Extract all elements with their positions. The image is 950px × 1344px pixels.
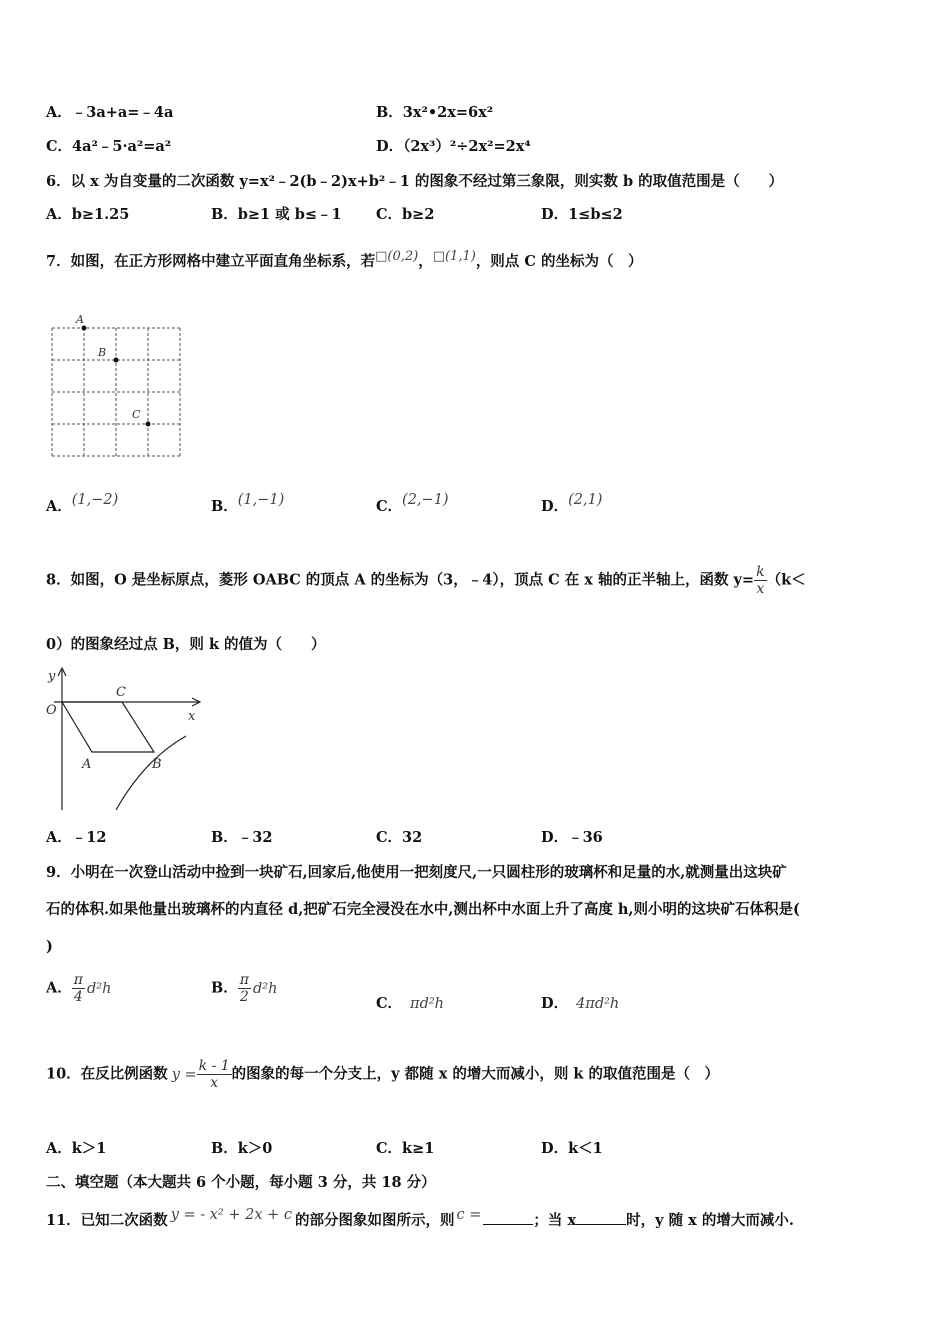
q9-option-b-label: B． [211, 979, 238, 997]
q7-stem-tail: ，则点 C 的坐标为（ ） [475, 253, 643, 270]
q6-option-b: B．b≥1 或 b≤﹣1 [211, 206, 342, 223]
q9-option-a-fraction [72, 972, 85, 1005]
q9-stem-line1: 9．小明在一次登山活动中捡到一块矿石,回家后,他使用一把刻度尺,一只圆柱形的玻璃杯和足量的水,就测量出这块矿 [46, 864, 787, 881]
q7-option-c-label: C． [376, 498, 403, 515]
q7-option-a [46, 492, 119, 516]
q9-option-a [46, 972, 111, 1005]
q9-option-c-label: C． [376, 995, 403, 1012]
q8-label-o: O [46, 703, 57, 718]
q11-function: y = - x² + 2x + c [170, 1207, 293, 1223]
q7-stem-text: 7．如图，在正方形网格中建立平面直角坐标系，若 [46, 253, 376, 270]
q10-stem-text: 10．在反比例函数 [46, 1065, 168, 1083]
q10-stem-tail: 的图象的每一个分支上，y 都随 x 的增大而减小，则 k 的取值范围是（ ） [231, 1065, 720, 1083]
q9-option-b [211, 972, 277, 1005]
q8-label-c: C [116, 685, 126, 700]
q11-blank-x[interactable] [576, 1210, 626, 1225]
q5-option-a: A．﹣3a+a=﹣4a [46, 104, 174, 121]
q9-option-d [541, 995, 619, 1013]
q7-label-c: C [132, 408, 141, 421]
q11-stem-mid2: ；当 x [533, 1212, 577, 1229]
q8-stem-text: 8．如图，O 是坐标原点，菱形 OABC 的顶点 A 的坐标为（3，﹣4），顶点 C 在 x 轴的正半轴上，函数 y= [46, 571, 755, 589]
q7-option-c-value: (2,−1) [402, 492, 449, 508]
q9-option-b-tail: d²h [252, 980, 278, 997]
q9-option-a-tail: d²h [86, 980, 112, 997]
q9-option-c-value: πd²h [410, 996, 445, 1012]
section2-title: 二、填空题（本大题共 6 个小题，每小题 3 分，共 18 分） [46, 1174, 436, 1191]
q7-point-c [146, 422, 151, 427]
q6-option-c: C．b≥2 [376, 206, 435, 223]
q7-grid-lines [52, 328, 180, 456]
q8-stem-tail: （k＜ [766, 571, 806, 589]
q10-frac-num: k - 1 [198, 1058, 230, 1074]
q10-option-b: B．k＞0 [211, 1140, 273, 1157]
q8-fraction [754, 564, 766, 597]
q8-stem [46, 564, 806, 597]
q11-stem-text: 11．已知二次函数 [46, 1212, 168, 1229]
q9-option-c [376, 995, 444, 1013]
q6-stem: 6．以 x 为自变量的二次函数 y=x²﹣2(b﹣2)x+b²﹣1 的图象不经过第三象限，则实数 b 的取值范围是（ ） [46, 173, 784, 190]
q7-option-b [211, 492, 285, 516]
q7-option-c [376, 492, 449, 516]
q8-frac-num: k [756, 564, 765, 580]
q9-option-a-num: π [73, 972, 83, 988]
q7-option-d-label: D． [541, 498, 569, 515]
q7-point-b [114, 358, 119, 363]
q7-math-a: □(0,2) [375, 249, 419, 264]
q7-math-b: □(1,1) [432, 249, 476, 264]
q8-option-b: B．﹣32 [211, 829, 273, 846]
q9-option-d-value: 4πd²h [576, 996, 620, 1012]
q11-stem-mid: 的部分图象如图所示，则 [295, 1212, 455, 1229]
q7-sep: ， [418, 253, 433, 270]
q5-option-d: D．（2x³）²÷2x²=2x⁴ [376, 138, 531, 155]
q8-figure [44, 664, 204, 814]
q10-fraction [197, 1058, 232, 1091]
q9-option-d-label: D． [541, 995, 569, 1012]
q10-option-d: D．k＜1 [541, 1140, 603, 1157]
q5-option-c: C．4a²﹣5·a²=a² [46, 138, 172, 155]
q8-label-y: y [48, 669, 56, 684]
q9-stem-line3: ) [46, 938, 53, 955]
q7-option-a-value: (1,−2) [71, 492, 119, 508]
q8-option-d: D．﹣36 [541, 829, 603, 846]
q11-c-eq: c = [456, 1207, 482, 1223]
q5-option-b: B．3x²•2x=6x² [376, 104, 494, 121]
q7-label-b: B [98, 346, 107, 359]
q10-frac-den: x [210, 1075, 219, 1092]
q10-option-a: A．k＞1 [46, 1140, 107, 1157]
q10-stem [46, 1058, 719, 1091]
q8-rhombus [62, 702, 154, 752]
q9-option-a-label: A． [46, 979, 72, 997]
q7-option-d-value: (2,1) [568, 492, 603, 508]
q8-label-a: A [82, 757, 92, 772]
q10-option-c: C．k≥1 [376, 1140, 435, 1157]
q7-option-b-label: B． [211, 498, 238, 515]
q7-grid-figure [44, 310, 189, 465]
q9-option-b-num: π [239, 972, 249, 988]
q6-option-a: A．b≥1.25 [46, 206, 130, 223]
q7-point-a [82, 326, 87, 331]
q8-stem-line2: 0）的图象经过点 B，则 k 的值为（ ） [46, 636, 326, 653]
q7-option-b-value: (1,−1) [237, 492, 285, 508]
q8-option-a: A．﹣12 [46, 829, 107, 846]
q7-option-d [541, 492, 603, 516]
q6-option-d: D．1≤b≤2 [541, 206, 623, 223]
q9-option-a-den: 4 [73, 989, 83, 1006]
q7-stem [46, 249, 643, 271]
q9-stem-line2: 石的体积.如果他量出玻璃杯的内直径 d,把矿石完全浸没在水中,测出杯中水面上升了高度 h,则小明的这块矿石体积是( [46, 901, 800, 918]
q11-stem-tail: 时，y 随 x 的增大而减小. [626, 1212, 794, 1229]
q8-label-x: x [188, 709, 196, 724]
q10-y-eq: y = [171, 1066, 197, 1083]
q11-stem [46, 1207, 794, 1230]
q7-label-a: A [76, 313, 84, 326]
q9-option-b-den: 2 [239, 989, 249, 1006]
q9-option-b-fraction [238, 972, 251, 1005]
q11-blank-c[interactable] [483, 1210, 533, 1225]
q7-option-a-label: A． [46, 498, 72, 515]
q8-option-c: C．32 [376, 829, 423, 846]
q8-frac-den: x [756, 581, 765, 598]
q8-label-b: B [152, 757, 162, 772]
